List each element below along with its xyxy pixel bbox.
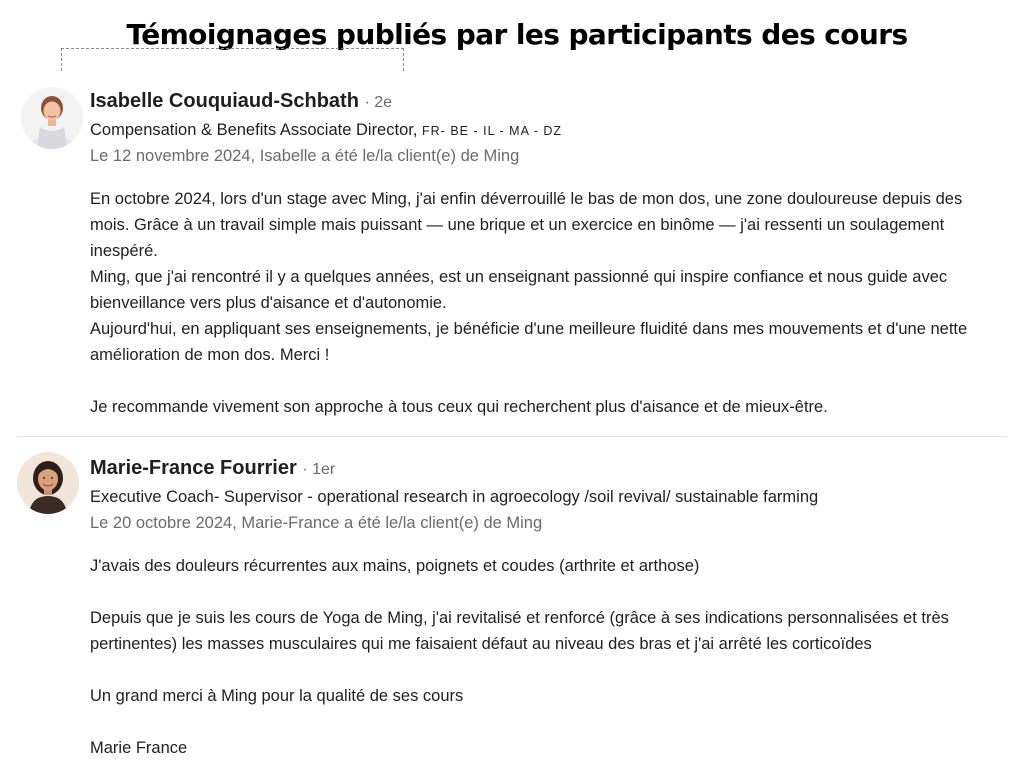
name-text[interactable]: Marie-France Fourrier: [90, 457, 297, 479]
avatar[interactable]: [21, 87, 83, 149]
profile-headline: [90, 121, 562, 140]
body-paragraph: Marie France: [90, 739, 188, 757]
profile-name[interactable]: [90, 90, 392, 113]
paragraph-spacer: [90, 709, 1005, 735]
body-paragraph: Je recommande vivement son approche à tous ceux qui recherchent plus d'aisance et de mieux-être.: [90, 398, 828, 416]
profile-headline: [90, 488, 818, 507]
paragraph-spacer: [90, 579, 1005, 605]
headline-countries: FR- BE - IL - MA - DZ: [422, 124, 562, 138]
body-paragraph: Ming, que j'ai rencontré il y a quelques années, est un enseignant passionné qui inspire confiance et nous guide avec bienveillance vers plus d'aisance et d'autonomie.: [90, 268, 948, 312]
connection-degree: · 1er: [302, 461, 336, 478]
divider: [17, 436, 1007, 437]
page-title: Témoignages publiés par les participants des cours: [126, 18, 908, 51]
body-paragraph: Un grand merci à Ming pour la qualité de ses cours: [90, 687, 464, 705]
name-text[interactable]: Isabelle Couquiaud-Schbath: [90, 90, 359, 112]
recommendation-body: [90, 553, 1005, 761]
body-paragraph: En octobre 2024, lors d'un stage avec Ming, j'ai enfin déverrouillé le bas de mon dos, une zone douloureuse depuis des mois. Grâce à un travail simple mais puissant — une brique et un exercice en binôme — j'ai ressenti un soulagement inespéré.: [90, 190, 963, 260]
headline-text: Compensation & Benefits Associate Director,: [90, 121, 418, 139]
paragraph-spacer: [90, 368, 1005, 394]
body-paragraph: Aujourd'hui, en appliquant ses enseignements, je bénéficie d'une meilleure fluidité dans mes mouvements et d'une nette amélioration de mon dos. Merci !: [90, 320, 968, 364]
connection-degree: · 2e: [364, 94, 393, 111]
recommendation-date: Le 20 octobre 2024, Marie-France a été le/la client(e) de Ming: [90, 514, 543, 532]
avatar[interactable]: [17, 452, 79, 514]
recommendation-body: [90, 186, 1005, 420]
body-paragraph: J'avais des douleurs récurrentes aux mains, poignets et coudes (arthrite et arthose): [90, 557, 700, 575]
headline-text: Executive Coach- Supervisor - operational research in agroecology /soil revival/ sustainable farming: [90, 488, 819, 506]
recommendation-date: Le 12 novembre 2024, Isabelle a été le/la client(e) de Ming: [90, 147, 520, 165]
profile-name[interactable]: [90, 457, 335, 480]
body-paragraph: Depuis que je suis les cours de Yoga de Ming, j'ai revitalisé et renforcé (grâce à ses indications personnalisées et très pertinentes) les masses musculaires qui me faisaient défaut au niveau des bras et j'ai arrêté les corticoïdes: [90, 609, 949, 653]
dashed-selection-frame: [61, 48, 404, 71]
paragraph-spacer: [90, 657, 1005, 683]
